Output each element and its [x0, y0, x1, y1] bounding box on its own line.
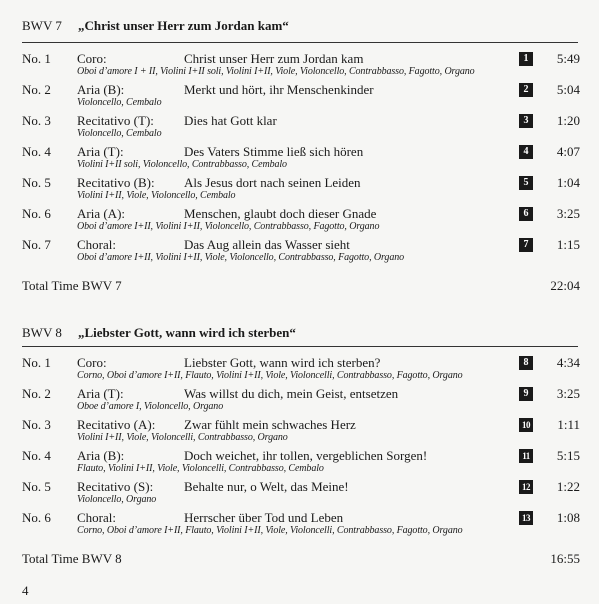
duration: 3:25: [556, 206, 580, 221]
movement-number: No. 2: [22, 386, 51, 401]
movement-form: Coro:: [77, 355, 107, 370]
cd-track-number: 2: [519, 83, 533, 97]
duration: 1:22: [556, 479, 580, 494]
total-time-value: 16:55: [550, 551, 580, 566]
cd-track-number: 13: [519, 511, 533, 525]
track-row: [0, 175, 599, 205]
duration: 1:20: [556, 113, 580, 128]
movement-text: Christ unser Herr zum Jordan kam: [184, 51, 364, 66]
instrumentation: Oboi d’amore I+II, Violini I+II, Violoncello, Contrabbasso, Fagotto, Organo: [77, 221, 380, 232]
movement-form: Aria (T):: [77, 386, 124, 401]
cd-track-number: 3: [519, 114, 533, 128]
movement-number: No. 1: [22, 355, 51, 370]
cd-track-number: 7: [519, 238, 533, 252]
track-row: [0, 510, 599, 540]
duration: 3:25: [556, 386, 580, 401]
duration: 5:15: [556, 448, 580, 463]
movement-text: Das Aug allein das Wasser sieht: [184, 237, 350, 252]
movement-form: Coro:: [77, 51, 107, 66]
track-row: [0, 206, 599, 236]
cd-track-number: 1: [519, 52, 533, 66]
instrumentation: Corno, Oboi d’amore I+II, Flauto, Violini I+II, Viole, Violoncelli, Contrabbasso, Fagotto, Organo: [77, 525, 463, 536]
movement-number: No. 3: [22, 113, 51, 128]
duration: 1:11: [557, 417, 580, 432]
movement-number: No. 5: [22, 479, 51, 494]
movement-text: Menschen, glaubt doch dieser Gnade: [184, 206, 377, 221]
cd-track-number: 9: [519, 387, 533, 401]
movement-text: Doch weichet, ihr tollen, vergeblichen Sorgen!: [184, 448, 428, 463]
instrumentation: Violini I+II, Viole, Violoncelli, Contrabbasso, Organo: [77, 432, 288, 443]
movement-text: Was willst du dich, mein Geist, entsetzen: [184, 386, 399, 401]
movement-form: Recitativo (T):: [77, 113, 154, 128]
duration: 5:04: [556, 82, 580, 97]
instrumentation: Flauto, Violini I+II, Viole, Violoncelli, Contrabbasso, Cembalo: [77, 463, 324, 474]
cd-track-number: 12: [519, 480, 533, 494]
total-time-label: Total Time BWV 8: [22, 551, 122, 566]
movement-form: Recitativo (B):: [77, 175, 155, 190]
total-time-value: 22:04: [550, 278, 580, 293]
movement-number: No. 1: [22, 51, 51, 66]
instrumentation: Oboe d’amore I, Violoncello, Organo: [77, 401, 224, 412]
track-row: [0, 386, 599, 416]
movement-text: Dies hat Gott klar: [184, 113, 277, 128]
movement-text: Liebster Gott, wann wird ich sterben?: [184, 355, 381, 370]
movement-text: Behalte nur, o Welt, das Meine!: [184, 479, 349, 494]
track-row: [0, 51, 599, 81]
track-row: [0, 113, 599, 143]
cantata-title: „Christ unser Herr zum Jordan kam“: [78, 18, 289, 33]
duration: 1:04: [556, 175, 580, 190]
section-divider: [22, 346, 578, 347]
page-number: 4: [22, 583, 29, 598]
duration: 4:07: [556, 144, 580, 159]
movement-number: No. 6: [22, 510, 51, 525]
movement-form: Choral:: [77, 510, 116, 525]
movement-form: Recitativo (A):: [77, 417, 156, 432]
bwv-number: BWV 7: [22, 18, 62, 33]
movement-number: No. 5: [22, 175, 51, 190]
track-row: [0, 237, 599, 267]
movement-text: Des Vaters Stimme ließ sich hören: [184, 144, 364, 159]
instrumentation: Violoncello, Organo: [77, 494, 157, 505]
duration: 1:08: [556, 510, 580, 525]
cd-track-number: 6: [519, 207, 533, 221]
track-row: [0, 355, 599, 385]
track-row: [0, 82, 599, 112]
instrumentation: Violoncello, Cembalo: [77, 97, 162, 108]
movement-number: No. 4: [22, 144, 51, 159]
track-row: [0, 448, 599, 478]
movement-text: Herrscher über Tod und Leben: [184, 510, 344, 525]
instrumentation: Oboi d’amore I+II, Violini I+II, Viole, Violoncello, Contrabbasso, Fagotto, Organo: [77, 252, 405, 263]
cd-track-number: 8: [519, 356, 533, 370]
track-row: [0, 144, 599, 174]
movement-text: Als Jesus dort nach seinen Leiden: [184, 175, 361, 190]
section-divider: [22, 42, 578, 43]
movement-form: Recitativo (S):: [77, 479, 154, 494]
instrumentation: Violoncello, Cembalo: [77, 128, 162, 139]
instrumentation: Oboi d’amore I + II, Violini I+II soli, Violini I+II, Viole, Violoncello, Contrabbasso, Fagotto, Organo: [77, 66, 475, 77]
movement-form: Aria (A):: [77, 206, 126, 221]
duration: 1:15: [556, 237, 580, 252]
instrumentation: Violini I+II, Viole, Violoncello, Cembalo: [77, 190, 236, 201]
track-row: [0, 417, 599, 447]
movement-number: No. 4: [22, 448, 51, 463]
bwv-number: BWV 8: [22, 325, 62, 340]
duration: 5:49: [556, 51, 580, 66]
cd-track-number: 10: [519, 418, 533, 432]
cantata-title: „Liebster Gott, wann wird ich sterben“: [78, 325, 296, 340]
movement-text: Zwar fühlt mein schwaches Herz: [184, 417, 356, 432]
movement-form: Aria (B):: [77, 82, 125, 97]
movement-text: Merkt und hört, ihr Menschenkinder: [184, 82, 374, 97]
movement-form: Aria (T):: [77, 144, 124, 159]
cd-track-number: 4: [519, 145, 533, 159]
movement-form: Aria (B):: [77, 448, 125, 463]
movement-number: No. 6: [22, 206, 51, 221]
duration: 4:34: [556, 355, 580, 370]
movement-form: Choral:: [77, 237, 116, 252]
movement-number: No. 2: [22, 82, 51, 97]
instrumentation: Corno, Oboi d’amore I+II, Flauto, Violini I+II, Viole, Violoncelli, Contrabbasso, Fagotto, Organo: [77, 370, 463, 381]
movement-number: No. 7: [22, 237, 51, 252]
cd-track-number: 5: [519, 176, 533, 190]
track-row: [0, 479, 599, 509]
total-time-label: Total Time BWV 7: [22, 278, 122, 293]
movement-number: No. 3: [22, 417, 51, 432]
instrumentation: Violini I+II soli, Violoncello, Contrabbasso, Cembalo: [77, 159, 287, 170]
cd-track-number: 11: [519, 449, 533, 463]
